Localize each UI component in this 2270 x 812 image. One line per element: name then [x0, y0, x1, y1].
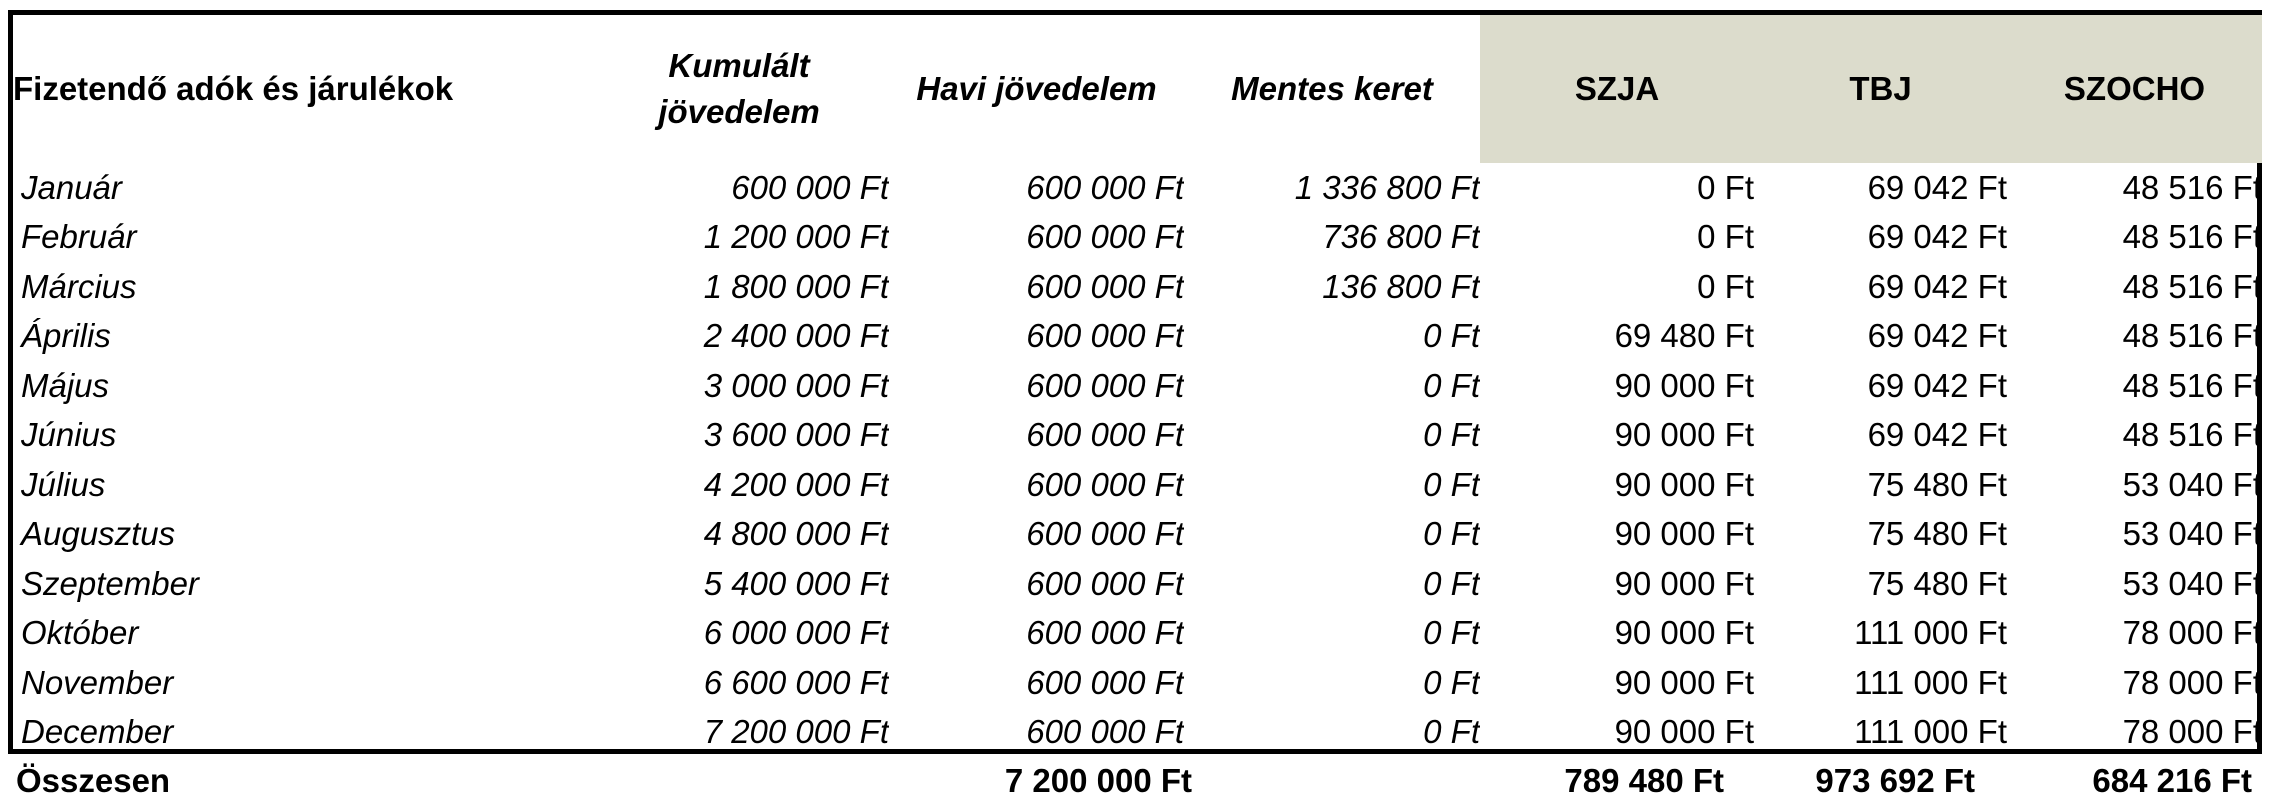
tbj-cell: 111 000 Ft: [1854, 663, 2007, 701]
szocho-cell: 48 516 Ft: [2122, 317, 2262, 355]
kumulalt-cell: 1 200 000 Ft: [703, 218, 889, 256]
table-row: [13, 559, 2262, 609]
totals-row: [8, 754, 2262, 808]
kumulalt-cell: 7 200 000 Ft: [703, 713, 889, 751]
szja-cell: 90 000 Ft: [1614, 366, 1754, 404]
tbj-cell: 75 480 Ft: [1867, 564, 2007, 602]
kumulalt-cell: 2 400 000 Ft: [703, 317, 889, 355]
month-cell: Július: [21, 465, 106, 503]
month-cell: Június: [21, 416, 117, 454]
szja-cell: 90 000 Ft: [1614, 564, 1754, 602]
mentes-cell: 0 Ft: [1423, 614, 1480, 652]
table-row: [13, 361, 2262, 411]
table-row: [13, 609, 2262, 659]
szja-cell: 90 000 Ft: [1614, 465, 1754, 503]
table-row: [13, 163, 2262, 213]
mentes-cell: 0 Ft: [1423, 515, 1480, 553]
szocho-cell: 78 000 Ft: [2122, 713, 2262, 751]
tbj-cell: 75 480 Ft: [1867, 515, 2007, 553]
szja-cell: 90 000 Ft: [1614, 515, 1754, 553]
header-kumulalt-line2: jövedelem: [658, 93, 820, 130]
totals-tbj: 973 692 Ft: [1815, 762, 1975, 799]
totals-szja: 789 480 Ft: [1564, 762, 1724, 799]
header-mentes: Mentes keret: [1231, 70, 1433, 107]
tax-table: [13, 15, 2262, 757]
kumulalt-cell: 1 800 000 Ft: [703, 267, 889, 305]
kumulalt-cell: 6 000 000 Ft: [703, 614, 889, 652]
header-tbj: TBJ: [1849, 70, 1912, 107]
havi-cell: 600 000 Ft: [1026, 465, 1184, 503]
szja-cell: 90 000 Ft: [1614, 416, 1754, 454]
havi-cell: 600 000 Ft: [1026, 614, 1184, 652]
szocho-cell: 48 516 Ft: [2122, 218, 2262, 256]
mentes-cell: 0 Ft: [1423, 366, 1480, 404]
month-cell: Október: [21, 614, 139, 652]
havi-cell: 600 000 Ft: [1026, 713, 1184, 751]
tbj-cell: 69 042 Ft: [1867, 218, 2007, 256]
mentes-cell: 0 Ft: [1423, 416, 1480, 454]
havi-cell: 600 000 Ft: [1026, 515, 1184, 553]
tbj-cell: 69 042 Ft: [1867, 366, 2007, 404]
szja-cell: 0 Ft: [1697, 267, 1754, 305]
havi-cell: 600 000 Ft: [1026, 564, 1184, 602]
mentes-cell: 136 800 Ft: [1322, 267, 1480, 305]
mentes-cell: 0 Ft: [1423, 713, 1480, 751]
table-row: [13, 510, 2262, 560]
kumulalt-cell: 6 600 000 Ft: [703, 663, 889, 701]
szocho-cell: 48 516 Ft: [2122, 366, 2262, 404]
month-cell: Február: [21, 218, 137, 256]
kumulalt-cell: 4 800 000 Ft: [703, 515, 889, 553]
szocho-cell: 48 516 Ft: [2122, 267, 2262, 305]
szja-cell: 90 000 Ft: [1614, 614, 1754, 652]
szja-cell: 90 000 Ft: [1614, 713, 1754, 751]
header-kumulalt-line1: Kumulált: [668, 47, 810, 84]
month-cell: Augusztus: [21, 515, 176, 553]
havi-cell: 600 000 Ft: [1026, 168, 1184, 206]
month-cell: Május: [21, 366, 110, 404]
table-row: [13, 708, 2262, 758]
kumulalt-cell: 3 600 000 Ft: [703, 416, 889, 454]
szja-cell: 0 Ft: [1697, 168, 1754, 206]
table-row: [13, 312, 2262, 362]
kumulalt-cell: 5 400 000 Ft: [703, 564, 889, 602]
totals-szocho: 684 216 Ft: [2092, 762, 2252, 799]
kumulalt-cell: 4 200 000 Ft: [703, 465, 889, 503]
table-row: [13, 262, 2262, 312]
header-kumulalt: [589, 15, 889, 163]
month-cell: Szeptember: [21, 564, 199, 602]
totals-havi: 7 200 000 Ft: [1004, 762, 1192, 799]
month-cell: December: [21, 713, 174, 751]
table-row: [13, 411, 2262, 461]
mentes-cell: 0 Ft: [1423, 564, 1480, 602]
szocho-cell: 53 040 Ft: [2122, 465, 2262, 503]
header-havi: Havi jövedelem: [916, 70, 1157, 107]
mentes-cell: 0 Ft: [1423, 663, 1480, 701]
havi-cell: 600 000 Ft: [1026, 267, 1184, 305]
tbj-cell: 75 480 Ft: [1867, 465, 2007, 503]
mentes-cell: 1 336 800 Ft: [1294, 168, 1480, 206]
havi-cell: 600 000 Ft: [1026, 416, 1184, 454]
szocho-cell: 53 040 Ft: [2122, 515, 2262, 553]
header-szocho: SZOCHO: [2063, 70, 2206, 107]
totals-label: Összesen: [16, 762, 171, 799]
szja-cell: 90 000 Ft: [1614, 663, 1754, 701]
header-label: Fizetendő adók és járulékok: [13, 70, 454, 107]
month-cell: November: [21, 663, 174, 701]
header-szja: SZJA: [1574, 70, 1660, 107]
month-cell: Január: [21, 168, 122, 206]
szocho-cell: 53 040 Ft: [2122, 564, 2262, 602]
szocho-cell: 48 516 Ft: [2122, 168, 2262, 206]
tbj-cell: 111 000 Ft: [1854, 713, 2007, 751]
mentes-cell: 0 Ft: [1423, 317, 1480, 355]
tbj-cell: 69 042 Ft: [1867, 317, 2007, 355]
szocho-cell: 78 000 Ft: [2122, 614, 2262, 652]
havi-cell: 600 000 Ft: [1026, 218, 1184, 256]
mentes-cell: 0 Ft: [1423, 465, 1480, 503]
table-body: [13, 163, 2262, 757]
szocho-cell: 48 516 Ft: [2122, 416, 2262, 454]
havi-cell: 600 000 Ft: [1026, 663, 1184, 701]
month-cell: Március: [21, 267, 137, 305]
tbj-cell: 69 042 Ft: [1867, 267, 2007, 305]
szocho-cell: 78 000 Ft: [2122, 663, 2262, 701]
kumulalt-cell: 600 000 Ft: [731, 168, 889, 206]
havi-cell: 600 000 Ft: [1026, 317, 1184, 355]
table-row: [13, 658, 2262, 708]
szja-cell: 69 480 Ft: [1614, 317, 1754, 355]
table-row: [13, 213, 2262, 263]
szja-cell: 0 Ft: [1697, 218, 1754, 256]
havi-cell: 600 000 Ft: [1026, 366, 1184, 404]
month-cell: Április: [21, 317, 111, 355]
table-row: [13, 460, 2262, 510]
kumulalt-cell: 3 000 000 Ft: [703, 366, 889, 404]
tbj-cell: 69 042 Ft: [1867, 416, 2007, 454]
tbj-cell: 111 000 Ft: [1854, 614, 2007, 652]
tax-table-frame: [8, 10, 2262, 754]
tbj-cell: 69 042 Ft: [1867, 168, 2007, 206]
mentes-cell: 736 800 Ft: [1322, 218, 1480, 256]
header-row: [13, 15, 2262, 163]
